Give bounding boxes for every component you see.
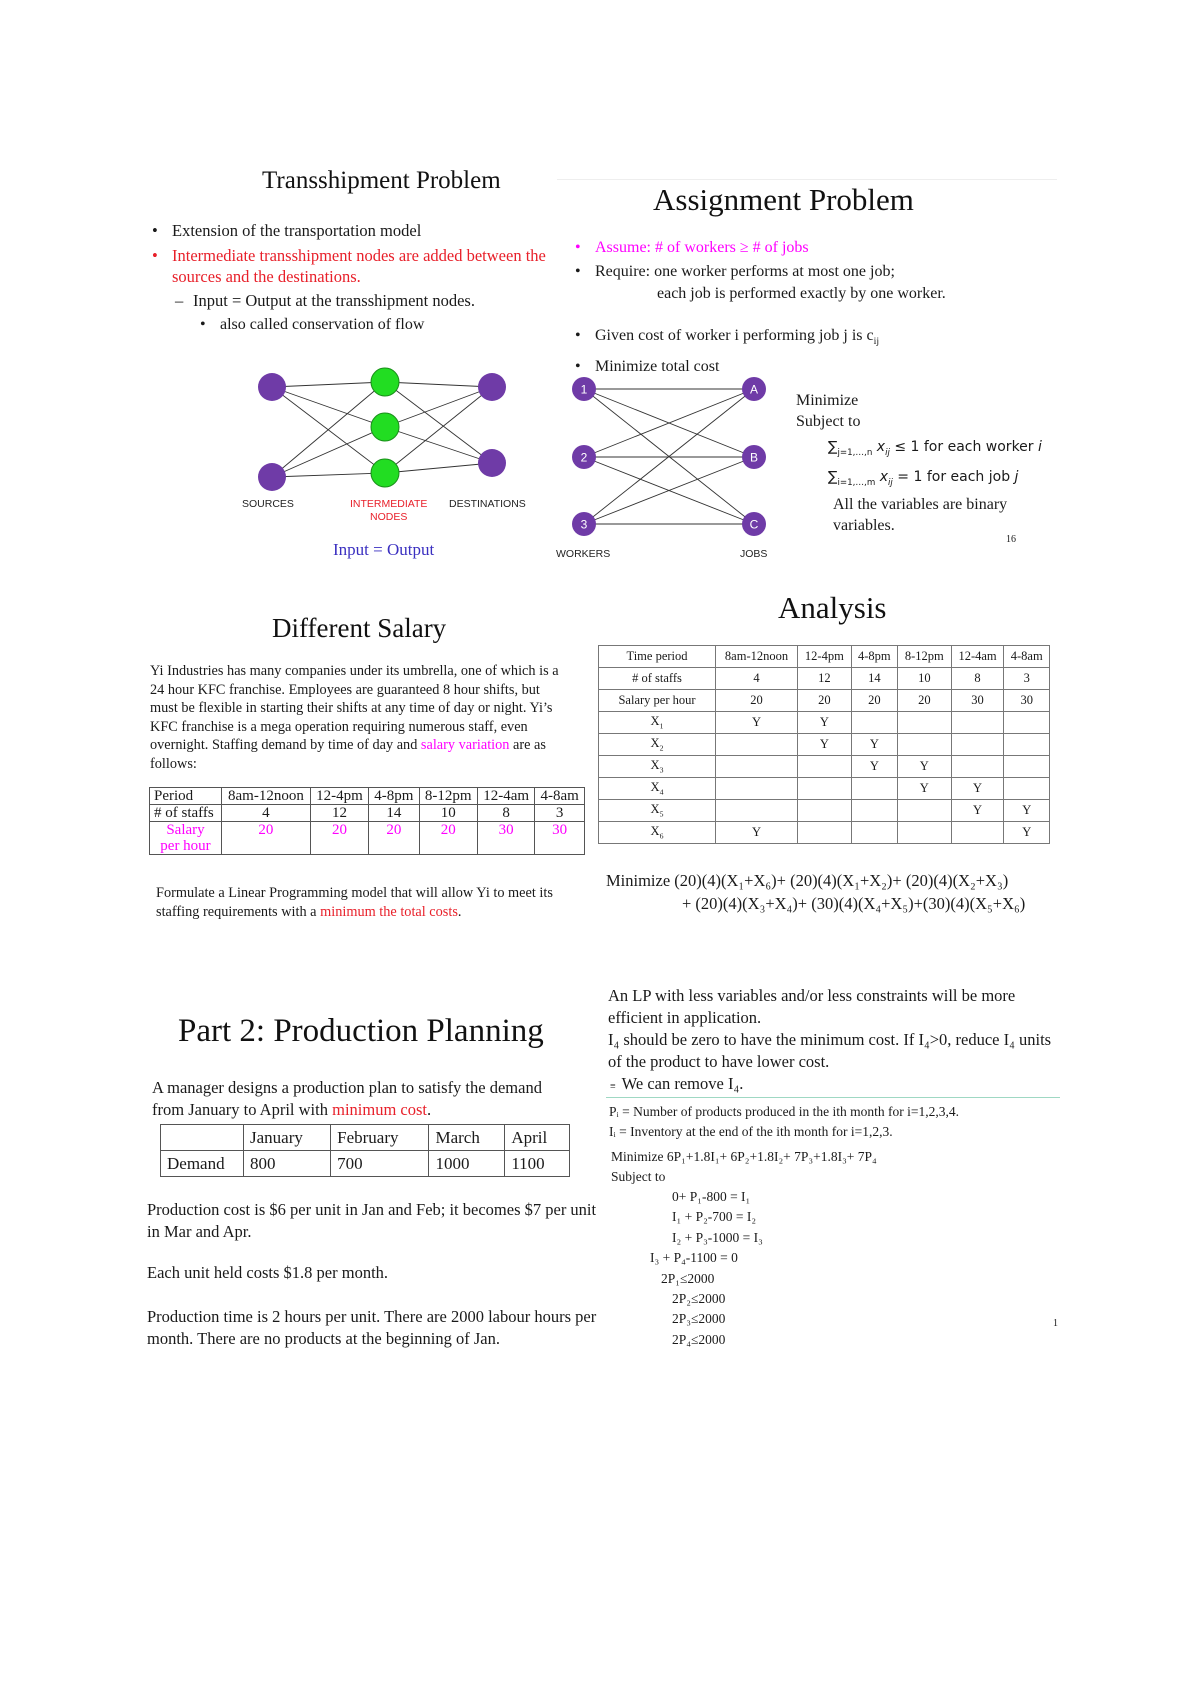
- table-cell: [161, 1125, 244, 1151]
- salary-label-1: Salary: [166, 822, 205, 838]
- transshipment-network-diagram: [230, 360, 550, 525]
- worker-nodes: [572, 377, 596, 536]
- x-var: X: [650, 736, 660, 751]
- table-cell: 20: [221, 822, 310, 855]
- table-cell: 8: [477, 805, 534, 822]
- formulate-end: .: [457, 904, 462, 920]
- x-sub: 4: [659, 787, 664, 797]
- table-cell: 1000: [429, 1151, 505, 1177]
- table-cell: January: [244, 1125, 331, 1151]
- assignment-bullets: [573, 237, 1053, 378]
- table-cell: 12-4am: [951, 646, 1004, 668]
- transshipment-bullets: [150, 220, 560, 335]
- table-cell: 20: [369, 822, 419, 855]
- table-cell: Y: [898, 756, 952, 778]
- model-minimize: Minimize: [796, 392, 859, 409]
- formulate-red: minimum the total costs: [320, 904, 458, 920]
- source-node: [258, 373, 286, 401]
- table-cell: 12-4am: [477, 788, 534, 805]
- x-sub: 3: [659, 765, 664, 775]
- binary-note-line1: All the variables are binary: [833, 496, 1008, 513]
- production-cost-para: Production cost is $6 per unit in Jan and Feb; it becomes $7 per unit in Mar and Apr.: [147, 1200, 597, 1241]
- table-cell: [716, 778, 798, 800]
- table-cell: 8-12pm: [419, 788, 477, 805]
- sub-input-output-text: Input = Output at the transshipment nodes.: [193, 291, 475, 310]
- table-cell: [951, 756, 1004, 778]
- assignment-edges: [584, 389, 754, 524]
- table-cell: 20: [310, 822, 368, 855]
- lp-constraint: 2P₁≤2000: [661, 1270, 715, 1286]
- sub-conservation-text: also called conservation of flow: [220, 316, 425, 333]
- table-cell: Y: [851, 756, 897, 778]
- x-sub: 2: [659, 743, 664, 753]
- page-number-16: 16: [1006, 534, 1016, 545]
- table-cell: # of staffs: [599, 668, 716, 690]
- lp-constraint: 2P₃≤2000: [672, 1311, 726, 1327]
- table-cell: [798, 756, 852, 778]
- table-cell: 30: [1004, 690, 1050, 712]
- table-cell: March: [429, 1125, 505, 1151]
- assignment-bipartite-diagram: [548, 372, 788, 567]
- table-cell: 700: [331, 1151, 429, 1177]
- table-cell: Y: [951, 800, 1004, 822]
- table-cell: 1100: [505, 1151, 570, 1177]
- assignment-title: Assignment Problem: [653, 182, 914, 217]
- table-cell: [851, 712, 897, 734]
- sum-symbol: ∑: [828, 439, 838, 455]
- lp-note-line3: We can remove I₄.: [621, 1074, 744, 1093]
- table-row: [599, 690, 1050, 712]
- i-definition: Iᵢ = Inventory at the end of the ith month for i=1,2,3.: [609, 1124, 893, 1139]
- destination-node: [478, 373, 506, 401]
- job-node-label: C: [749, 517, 759, 532]
- constraint-job: [828, 465, 1042, 495]
- table-cell: [898, 822, 952, 844]
- objective-line-1: Minimize (20)(4)(X₁+X₆)+ (20)(4)(X₁+X₂)+ (20)(4)(X₂+X₃): [606, 871, 1009, 890]
- job-node-label: A: [749, 382, 759, 397]
- production-hold-para: Each unit held costs $1.8 per month.: [147, 1263, 389, 1282]
- table-cell: 8am-12noon: [221, 788, 310, 805]
- table-cell: [599, 800, 716, 822]
- bullet-extension: • Extension of the transportation model: [150, 220, 560, 241]
- label-intermediate-1: INTERMEDIATE: [350, 498, 428, 510]
- worker-node-label: 3: [580, 517, 588, 532]
- salary-table: [149, 787, 585, 855]
- table-cell: [716, 734, 798, 756]
- intermediate-node: [371, 368, 399, 396]
- lp-constraint: I₂ + P₃-1000 = I₃: [672, 1229, 763, 1245]
- table-cell: [599, 778, 716, 800]
- lp-minimize: Minimize 6P₁+1.8I₁+ 6P₂+1.8I₂+ 7P₃+1.8I₃+ 7P₄: [611, 1149, 877, 1164]
- sum-index: j=1,…,n: [837, 447, 873, 458]
- objective-line-2: + (20)(4)(X₃+X₄)+ (30)(4)(X₄+X₅)+(30)(4)(X₅+X₆): [682, 894, 1026, 913]
- salary-paragraph-end: are as follows:: [150, 737, 546, 772]
- x-sub: 6: [659, 831, 664, 841]
- table-cell: 12: [310, 805, 368, 822]
- page-number-1: 1: [1053, 1318, 1058, 1329]
- x-sub: 5: [659, 809, 664, 819]
- table-cell: Y: [1004, 822, 1050, 844]
- analysis-title: Analysis: [778, 590, 887, 625]
- table-cell: Y: [716, 712, 798, 734]
- destination-nodes: [478, 373, 506, 477]
- require-text-b: each job is performed exactly by one worker.: [657, 285, 946, 302]
- bullet-intermediate: [150, 245, 560, 287]
- salary-variation-text: salary variation: [420, 737, 510, 753]
- table-cell: 8-12pm: [898, 646, 952, 668]
- binary-note: [833, 494, 1007, 536]
- lp-subject-to: Subject to: [611, 1169, 666, 1184]
- table-cell: [599, 822, 716, 844]
- model-subject-to: Subject to: [796, 413, 861, 430]
- table-cell: [1004, 778, 1050, 800]
- table-cell: [716, 800, 798, 822]
- table-cell: 4: [221, 805, 310, 822]
- intermediate-nodes: [371, 368, 399, 487]
- lp-constraint: 0+ P₁-800 = I₁: [672, 1189, 751, 1204]
- table-cell: [599, 756, 716, 778]
- intermediate-node: [371, 413, 399, 441]
- destination-node: [478, 449, 506, 477]
- table-cell: 8: [951, 668, 1004, 690]
- binary-note-line2: variables.: [833, 517, 895, 534]
- require-text-a: • Require: one worker performs at most one job;: [595, 263, 895, 280]
- assume-text: Assume: # of workers ≥ # of jobs: [595, 239, 809, 256]
- table-cell: [951, 734, 1004, 756]
- table-cell: 4: [716, 668, 798, 690]
- p-definition: Pᵢ = Number of products produced in the ith month for i=1,2,3,4.: [609, 1104, 960, 1119]
- table-cell: Demand: [161, 1151, 244, 1177]
- lp-constraint: I₃ + P₄-1100 = 0: [650, 1250, 738, 1266]
- x-var: X: [650, 714, 660, 729]
- job-node-label: B: [749, 450, 759, 465]
- table-cell: [798, 800, 852, 822]
- table-cell: 12-4pm: [798, 646, 852, 668]
- analysis-table: [598, 645, 1050, 844]
- table-cell: Y: [851, 734, 897, 756]
- table-row: [599, 646, 1050, 668]
- var-sub: ij: [888, 477, 893, 488]
- table-cell: # of staffs: [150, 805, 222, 822]
- table-cell: [851, 800, 897, 822]
- salary-title: Different Salary: [272, 613, 447, 643]
- input-output-caption: Input = Output: [333, 540, 435, 559]
- table-row: [599, 778, 1050, 800]
- production-intro-end: .: [426, 1100, 432, 1119]
- table-cell: 14: [851, 668, 897, 690]
- table-cell: Period: [150, 788, 222, 805]
- x-var: X: [650, 824, 660, 839]
- sum-index: i=1,…,m: [837, 477, 876, 488]
- table-cell: [716, 756, 798, 778]
- given-cost-text: Given cost of worker i performing job j is c: [595, 327, 874, 344]
- table-row: [599, 668, 1050, 690]
- table-cell: [599, 712, 716, 734]
- lp-constraint: 2P₄≤2000: [672, 1331, 726, 1347]
- job-nodes: [742, 377, 766, 536]
- table-row: [150, 805, 585, 822]
- table-cell: Y: [1004, 800, 1050, 822]
- production-intro-red: minimum cost: [332, 1100, 427, 1119]
- lp-model: [611, 1147, 877, 1187]
- table-cell: Y: [798, 734, 852, 756]
- lp-note-line3-wrap: [608, 1073, 1058, 1098]
- constraint-rhs: ≤ 1 for each worker: [889, 439, 1038, 455]
- constraint-worker: [828, 435, 1042, 465]
- x-var: X: [650, 758, 660, 773]
- table-cell: 30: [951, 690, 1004, 712]
- label-jobs: JOBS: [740, 548, 768, 560]
- table-cell: February: [331, 1125, 429, 1151]
- table-cell: 3: [535, 805, 585, 822]
- x-var: X: [650, 802, 660, 817]
- lp-divider: [606, 1097, 1060, 1098]
- table-cell: [1004, 734, 1050, 756]
- table-cell: [1004, 712, 1050, 734]
- table-cell: Y: [898, 778, 952, 800]
- table-cell: [599, 734, 716, 756]
- given-cost-bullet: [573, 325, 1053, 353]
- table-cell: 20: [898, 690, 952, 712]
- table-cell: 12-4pm: [310, 788, 368, 805]
- production-intro: [152, 1077, 572, 1121]
- table-cell: 10: [898, 668, 952, 690]
- table-cell: 10: [419, 805, 477, 822]
- demand-table: [160, 1124, 570, 1177]
- given-cost-sub: ij: [873, 336, 880, 348]
- salary-paragraph: [150, 662, 562, 773]
- table-cell: [851, 822, 897, 844]
- sub-input-output: – Input = Output at the transshipment nodes.: [175, 291, 475, 310]
- table-cell: [150, 822, 222, 855]
- table-cell: 14: [369, 805, 419, 822]
- table-row: [599, 734, 1050, 756]
- var-x: x: [876, 439, 886, 455]
- table-row: [599, 756, 1050, 778]
- table-cell: 20: [851, 690, 897, 712]
- table-cell: 4-8am: [1004, 646, 1050, 668]
- label-intermediate-2: NODES: [370, 511, 408, 523]
- require-bullet: [573, 261, 1053, 305]
- table-cell: Y: [716, 822, 798, 844]
- x-var: X: [650, 780, 660, 795]
- constraint-idx: j: [1014, 468, 1019, 485]
- table-cell: 20: [798, 690, 852, 712]
- worker-node-label: 2: [580, 450, 588, 465]
- lp-definitions: [609, 1102, 959, 1142]
- table-row: [599, 712, 1050, 734]
- table-cell: [898, 712, 952, 734]
- minimize-total-cost-text: Minimize total cost: [595, 358, 720, 376]
- table-cell: [851, 778, 897, 800]
- table-cell: [1004, 756, 1050, 778]
- table-cell: [951, 822, 1004, 844]
- table-cell: April: [505, 1125, 570, 1151]
- table-cell: 30: [477, 822, 534, 855]
- sub-conservation: [198, 314, 560, 335]
- intermediate-rest-text: are added between the sources and the destinations.: [172, 246, 546, 286]
- assignment-constraints: [828, 435, 1042, 495]
- table-row: [150, 788, 585, 805]
- table-cell: 4-8pm: [369, 788, 419, 805]
- table-cell: 12: [798, 668, 852, 690]
- table-cell: 3: [1004, 668, 1050, 690]
- analysis-objective: [606, 869, 1025, 915]
- intermediate-node: [371, 459, 399, 487]
- lp-constraint: I₁ + P₂-700 = I₂: [672, 1209, 757, 1225]
- table-cell: Salary per hour: [599, 690, 716, 712]
- label-sources: SOURCES: [242, 498, 294, 510]
- lp-note: [608, 985, 1058, 1098]
- table-row: [599, 800, 1050, 822]
- assignment-model: [796, 390, 860, 432]
- table-cell: 30: [535, 822, 585, 855]
- constraint-idx: i: [1038, 439, 1042, 455]
- formulate-main: Formulate a Linear Programming model that will allow Yi to meet its staffing requirements with a: [156, 885, 553, 920]
- label-workers: WORKERS: [556, 548, 611, 560]
- table-row: [161, 1125, 570, 1151]
- table-cell: 800: [244, 1151, 331, 1177]
- lp-note-line1: An LP with less variables and/or less constraints will be more efficient in application.: [608, 986, 1016, 1027]
- table-row: [150, 822, 585, 855]
- constraint-rhs: = 1 for each job: [892, 468, 1015, 485]
- salary-label-2: per hour: [160, 838, 211, 854]
- salary-paragraph-text: Yi Industries has many companies under its umbrella, one of which is a 24 hour KFC franchise. Employees are guaranteed 8 hour shifts, but must be flexible in starting their shifts at any time of day or night. Yi’s KFC franchise is a mega operation requiring numerous staff, even overnight. Staffing demand by time of day and: [150, 663, 559, 753]
- divider-line: [557, 179, 1057, 180]
- table-cell: 4-8pm: [851, 646, 897, 668]
- production-title: Part 2: Production Planning: [178, 1013, 544, 1049]
- table-cell: 8am-12noon: [716, 646, 798, 668]
- lp-constraints: [650, 1187, 763, 1350]
- table-cell: 20: [419, 822, 477, 855]
- table-cell: [898, 734, 952, 756]
- table-cell: Y: [798, 712, 852, 734]
- var-sub: ij: [885, 447, 890, 458]
- label-destinations: DESTINATIONS: [449, 498, 526, 510]
- transshipment-title: Transshipment Problem: [262, 167, 501, 194]
- sum-symbol: ∑: [828, 468, 838, 485]
- x-sub: 1: [659, 721, 664, 731]
- table-cell: [798, 822, 852, 844]
- worker-node-label: 1: [580, 382, 588, 397]
- lp-note-line2: I₄ should be zero to have the minimum cost. If I₄>0, reduce I₄ units of the product to have lower cost.: [608, 1030, 1052, 1071]
- table-row: [161, 1151, 570, 1177]
- table-cell: [898, 800, 952, 822]
- table-cell: [951, 712, 1004, 734]
- source-node: [258, 463, 286, 491]
- source-nodes: [258, 373, 286, 491]
- production-intro-text: A manager designs a production plan to satisfy the demand from January to April with: [152, 1078, 542, 1119]
- assume-bullet: [573, 237, 1053, 259]
- production-time-para: Production time is 2 hours per unit. There are 2000 labour hours per month. There are no products at the beginning of Jan.: [147, 1307, 597, 1348]
- formulate-text: [156, 884, 586, 922]
- table-cell: Time period: [599, 646, 716, 668]
- double-underscore-icon: ≡: [610, 1081, 616, 1092]
- table-cell: 20: [716, 690, 798, 712]
- table-cell: [798, 778, 852, 800]
- lp-constraint: 2P₂≤2000: [672, 1291, 726, 1307]
- intermediate-red-text: Intermediate transshipment nodes: [172, 246, 395, 265]
- var-x: x: [879, 468, 889, 485]
- table-row: [599, 822, 1050, 844]
- table-cell: Y: [951, 778, 1004, 800]
- table-cell: 4-8am: [535, 788, 585, 805]
